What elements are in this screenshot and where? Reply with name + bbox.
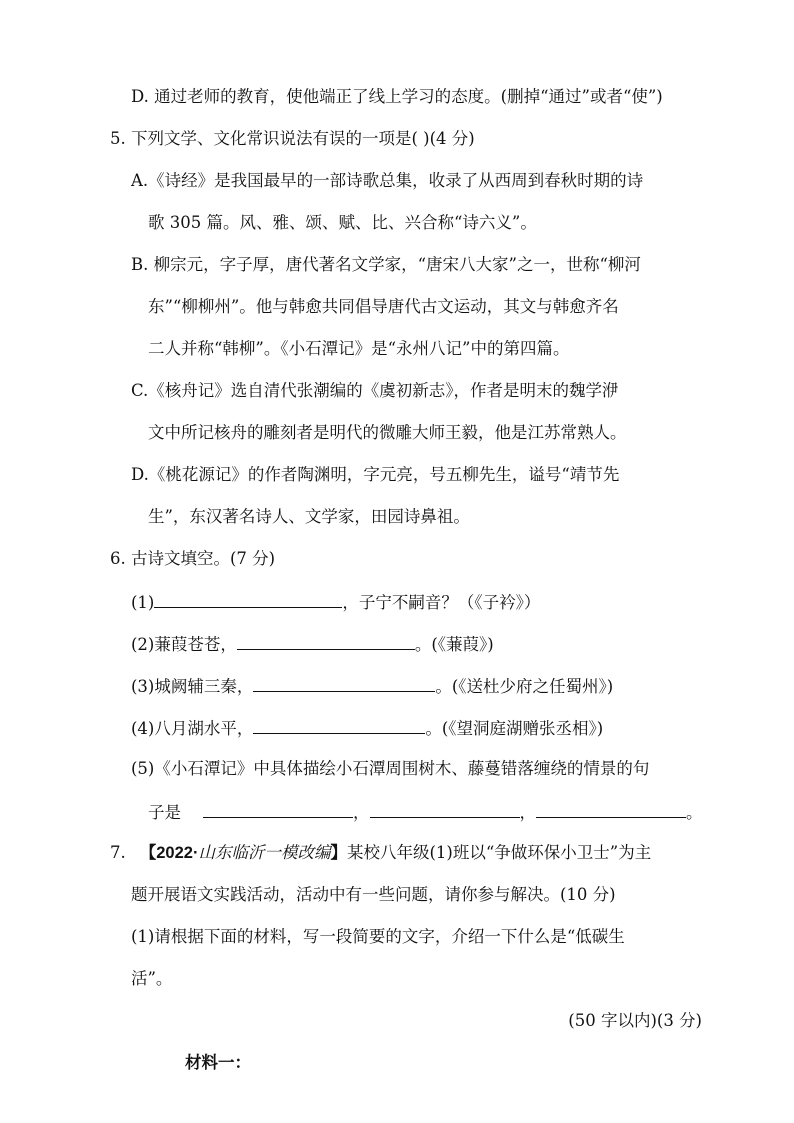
material-1-heading: 材料一：: [185, 1053, 251, 1072]
item-1-number: (1): [131, 593, 155, 612]
question-7-stem-text: 某校八年级(1)班以“争做环保小卫士”为主: [346, 843, 652, 862]
item-5-separator-2: ，: [519, 803, 536, 822]
question-7-number: 7.: [110, 843, 126, 862]
question-7-source-tag: 【2022·山东临沂一模改编】: [139, 844, 347, 862]
item-2-prefix: (2)蒹葭苍苍，: [131, 635, 237, 654]
item-3-prefix: (3)城阙辅三秦，: [131, 677, 254, 696]
question-6-item-1: [131, 589, 540, 615]
item-5-answer-blank-2[interactable]: [370, 799, 520, 818]
question-6-item-2: [131, 631, 494, 657]
question-4-option-d: D. 通过老师的教育，使他端正了线上学习的态度。(删掉“通过”或者“使”): [131, 87, 663, 106]
question-6-item-5-line-1: (5)《小石潭记》中具体描绘小石潭周围树木、藤蔓错落缠绕的情景的句: [131, 759, 650, 778]
question-7-stem-line-2: 题开展语文实践活动，活动中有一些问题，请你参与解决。(10 分): [131, 885, 616, 904]
question-6-stem: 6. 古诗文填空。(7 分): [110, 549, 276, 568]
question-5-option-b-line-1: B. 柳宗元，字子厚，唐代著名文学家，“唐宋八大家”之一，世称“柳河: [131, 255, 641, 274]
question-5-stem: 5. 下列文学、文化常识说法有误的一项是( )(4 分): [110, 129, 475, 148]
item-5-separator-1: ，: [353, 803, 370, 822]
item-1-text: ，子宁不嗣音？（《子衿》）: [342, 593, 541, 612]
question-5-option-d-line-2: 生”，东汉著名诗人、文学家，田园诗鼻祖。: [148, 507, 470, 526]
item-5-answer-blank-3[interactable]: [536, 799, 686, 818]
question-5-option-b-line-3: 二人并称“韩柳”。《小石潭记》是“永州八记”中的第四篇。: [148, 339, 570, 358]
question-5-option-d-line-1: D.《桃花源记》的作者陶渊明，字元亮，号五柳先生，谥号“靖节先: [131, 465, 620, 484]
item-5-prefix: 子是: [148, 803, 181, 822]
question-7-part-1-line-1: (1)请根据下面的材料，写一段简要的文字，介绍一下什么是“低碳生: [131, 927, 625, 946]
question-7-part-1-line-2: 活”。: [131, 969, 173, 988]
question-5-option-a-line-1: A.《诗经》是我国最早的一部诗歌总集，收录了从西周到春秋时期的诗: [131, 171, 644, 190]
item-2-answer-blank[interactable]: [237, 631, 415, 650]
question-6-item-5-line-2: [148, 799, 703, 825]
item-2-source: 。(《蒹葭》): [414, 635, 494, 654]
item-4-source: 。(《望洞庭湖赠张丞相》): [425, 719, 604, 738]
item-4-prefix: (4)八月湖水平，: [131, 719, 254, 738]
question-5-option-a-line-2: 歌 305 篇。风、雅、颂、赋、比、兴合称“诗六义”。: [148, 213, 537, 232]
question-5-option-b-line-2: 东”“柳柳州”。他与韩愈共同倡导唐代古文运动，其文与韩愈齐名: [148, 297, 619, 316]
item-5-answer-blank-1[interactable]: [203, 799, 353, 818]
item-4-answer-blank[interactable]: [253, 715, 425, 734]
question-6-item-3: [131, 673, 613, 699]
item-3-answer-blank[interactable]: [253, 673, 435, 692]
question-7-stem-line-1: [110, 841, 651, 865]
question-7-part-1-note: (50 字以内)(3 分): [568, 1011, 702, 1030]
question-5-option-c-line-1: C.《核舟记》选自清代张潮编的《虞初新志》，作者是明末的魏学洢: [131, 381, 619, 400]
question-6-item-4: [131, 715, 603, 741]
item-3-source: 。(《送杜少府之任蜀州》): [435, 677, 614, 696]
item-1-answer-blank[interactable]: [154, 589, 342, 608]
item-5-end: 。: [686, 803, 703, 822]
question-5-option-c-line-2: 文中所记核舟的雕刻者是明代的微雕大师王毅，他是江苏常熟人。: [148, 423, 627, 442]
